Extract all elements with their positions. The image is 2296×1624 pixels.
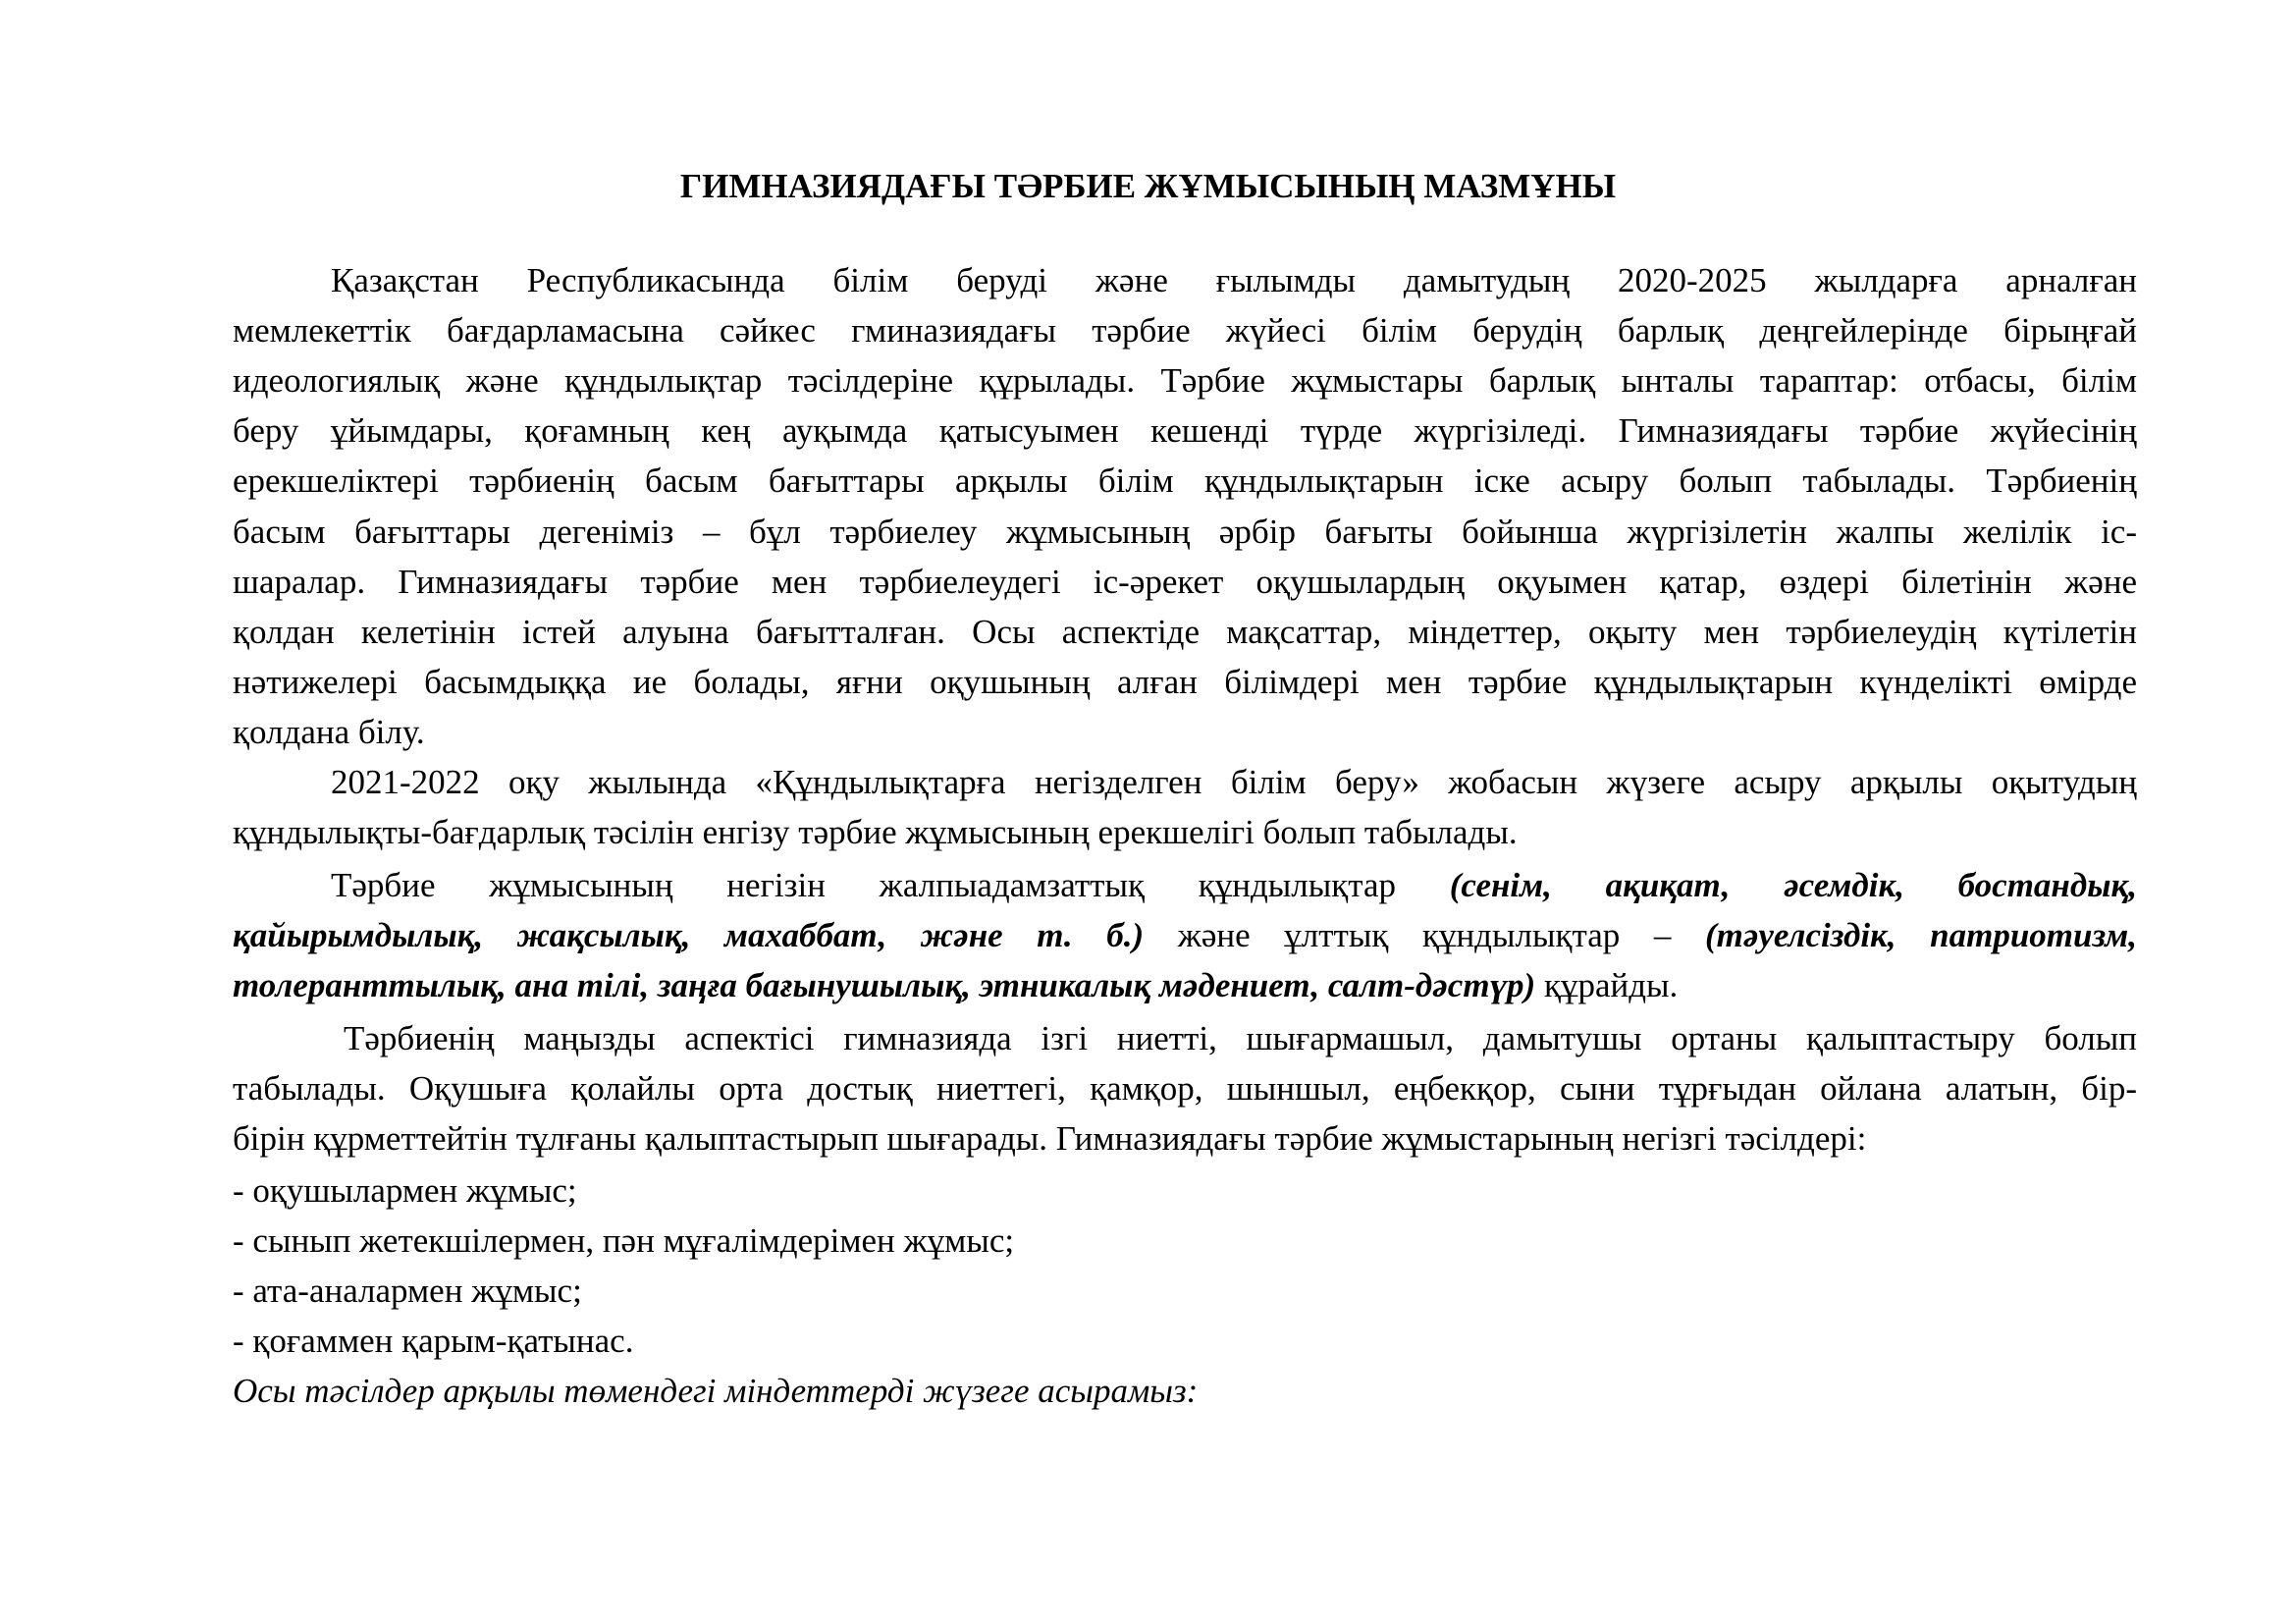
closing-line: Осы тәсілдер арқылы төмендегі міндеттерді жүзеге асырамыз: xyxy=(233,1372,1199,1410)
text-line: басым бағыттары дегеніміз – бұл тәрбиелеу жұмысының әрбір бағыты бойынша жүргізілетін жалпы желілік іс- xyxy=(233,513,2137,551)
text-line xyxy=(233,914,2137,957)
list-item: - сынып жетекшілермен, пән мұғалімдерімен жұмыс; xyxy=(233,1221,1015,1260)
text-line xyxy=(233,964,2137,1007)
text-line: бірін құрметтейтін тұлғаны қалыптастырып шығарады. Гимназиядағы тәрбие жұмыстарының негізгі тәсілдері: xyxy=(233,1119,1867,1158)
text-run: құрайды. xyxy=(1535,966,1679,1004)
text-line: ерекшеліктері тәрбиенің басым бағыттары арқылы білім құндылықтарын іске асыру болып табылады. Тәрбиенің xyxy=(233,461,2137,500)
values-list-universal: (сенім, ақиқат, әсемдік, бостандық, xyxy=(1449,866,2137,904)
document-title: ГИМНАЗИЯДАҒЫ ТӘРБИЕ ЖҰМЫСЫНЫҢ МАЗМҰНЫ xyxy=(679,167,1617,205)
text-line: Тәрбиенің маңызды аспектісі гимназияда ізгі ниетті, шығармашыл, дамытушы ортаны қалыптастыру болып xyxy=(344,1019,2137,1057)
text-line: табылады. Оқушыға қолайлы орта достық ниеттегі, қамқор, шыншыл, еңбекқор, сыни тұрғыдан ойлана алатын, бір- xyxy=(233,1069,2137,1108)
values-list-national: (тәуелсіздік, патриотизм, xyxy=(1704,916,2137,954)
text-line: Қазақстан Республикасында білім беруді және ғылымды дамытудың 2020-2025 жылдарға арналған xyxy=(331,261,2137,299)
list-item: - қоғаммен қарым-қатынас. xyxy=(233,1322,634,1360)
text-line: шаралар. Гимназиядағы тәрбие мен тәрбиелеудегі іс-әрекет оқушылардың оқуымен қатар, өздері білетінін және xyxy=(233,563,2137,601)
text-run: Тәрбие жұмысының негізін жалпыадамзаттық құндылықтар xyxy=(331,866,1450,904)
values-list-universal-cont: қайырымдылық, жақсылық, махаббат, және т. б.) xyxy=(233,916,1145,954)
list-item: - оқушылармен жұмыс; xyxy=(233,1171,577,1210)
text-line: мемлекеттік бағдарламасына сәйкес гминазиядағы тәрбие жүйесі білім берудің барлық деңгейлерінде бірыңғай xyxy=(233,311,2137,350)
text-line: қолдана білу. xyxy=(233,713,425,751)
text-line: нәтижелері басымдыққа ие болады, яғни оқушының алған білімдері мен тәрбие құндылықтарын күнделікті өмірде xyxy=(233,663,2137,701)
text-line: идеологиялық және құндылықтар тәсілдеріне құрылады. Тәрбие жұмыстары барлық ынталы тараптар: отбасы, білім xyxy=(233,361,2137,400)
text-line: қолдан келетінін істей алуына бағытталған. Осы аспектіде мақсаттар, міндеттер, оқыту мен тәрбиелеудің күтілетін xyxy=(233,613,2137,651)
text-line xyxy=(331,864,2137,907)
text-line: құндылықты-бағдарлық тәсілін енгізу тәрбие жұмысының ерекшелігі болып табылады. xyxy=(233,813,1518,851)
list-item: - ата-аналармен жұмыс; xyxy=(233,1272,582,1310)
text-line: беру ұйымдары, қоғамның кең ауқымда қатысуымен кешенді түрде жүргізіледі. Гимназиядағы тәрбие жүйесінің xyxy=(233,411,2137,450)
text-line: 2021-2022 оқу жылында «Құндылықтарға негізделген білім беру» жобасын жүзеге асыру арқылы оқытудың xyxy=(331,763,2137,801)
values-list-national-cont: толеранттылық, ана тілі, заңға бағынушылық, этникалық мәдениет, салт-дәстүр) xyxy=(233,966,1536,1004)
text-run: және ұлттық құндылықтар – xyxy=(1144,916,1705,954)
